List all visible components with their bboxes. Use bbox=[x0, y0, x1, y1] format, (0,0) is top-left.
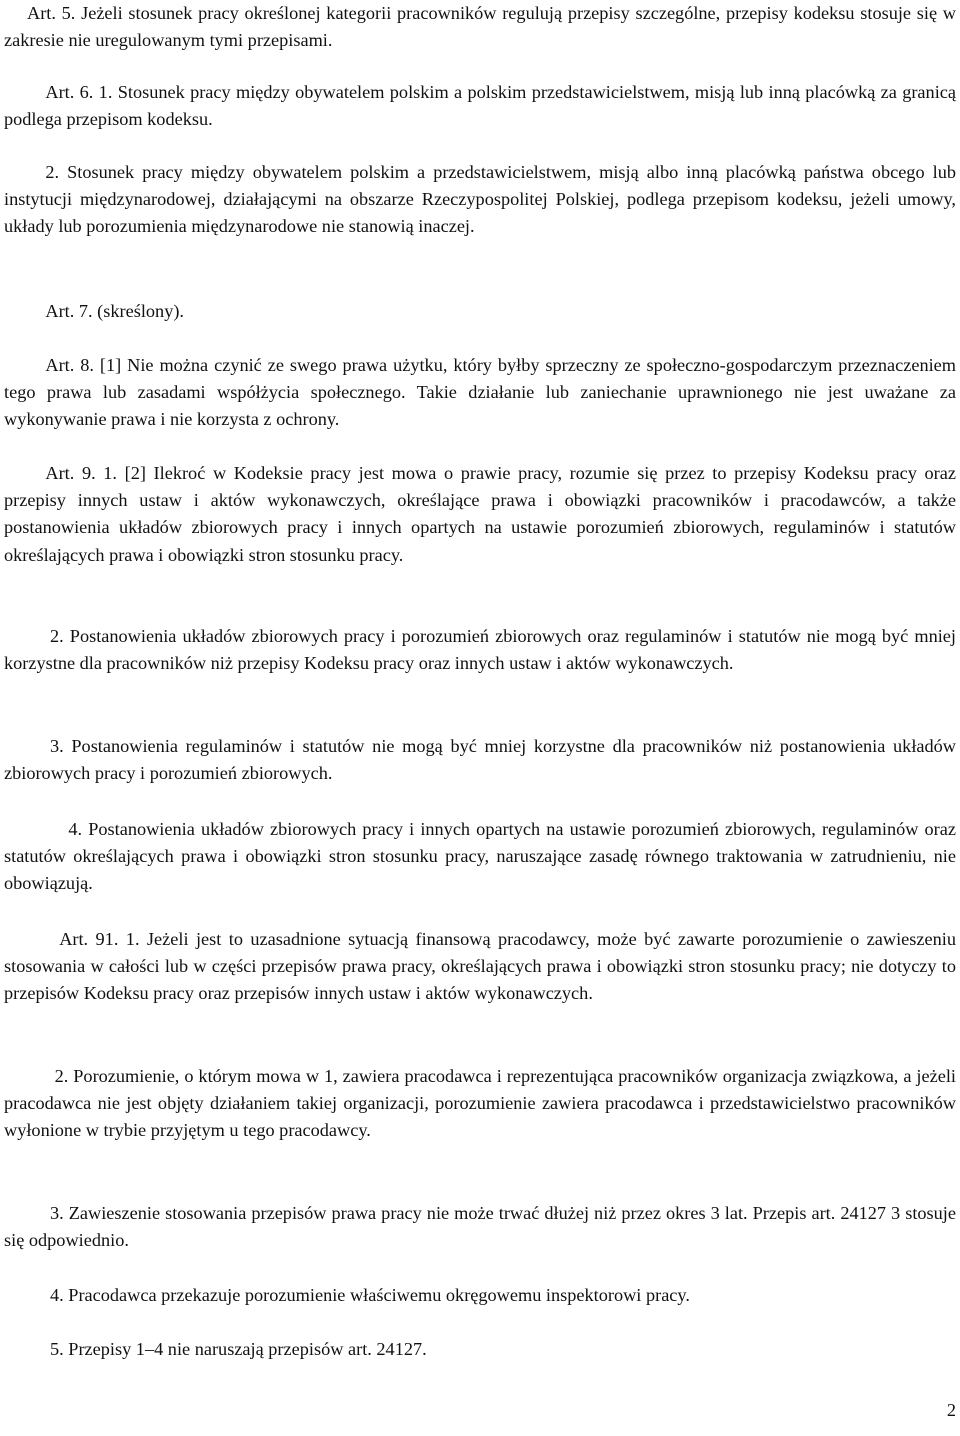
article-7: Art. 7. (skreślony). bbox=[45, 301, 184, 321]
article-9-par-4: 4. Postanowienia układów zbiorowych pracy i innych opartych na ustawie porozumień zbiorowych, regulaminów oraz statutów określających prawa i obowiązki stron stosunku pracy, naruszające zasadę równego traktowania w zatrudnieniu, nie obowiązują. bbox=[4, 819, 956, 894]
article-9-par-2: 2. Postanowienia układów zbiorowych pracy i porozumień zbiorowych oraz regulaminów i statutów nie mogą być mniej korzystne dla pracowników niż przepisy Kodeksu pracy oraz innych ustaw i aktów wykonawczych. bbox=[4, 626, 956, 674]
article-9-par-3: 3. Postanowienia regulaminów i statutów nie mogą być mniej korzystne dla pracowników niż postanowienia układów zbiorowych pracy i porozumień zbiorowych. bbox=[4, 736, 956, 784]
article-91-par-4: 4. Pracodawca przekazuje porozumienie właściwemu okręgowemu inspektorowi pracy. bbox=[50, 1285, 690, 1305]
article-91-par-3: 3. Zawieszenie stosowania przepisów prawa pracy nie może trwać dłużej niż przez okres 3 lat. Przepis art. 24127 3 stosuje się odpowiednio. bbox=[4, 1203, 956, 1251]
article-8: Art. 8. [1] Nie można czynić ze swego prawa użytku, który byłby sprzeczny ze społeczno-gospodarczym przeznaczeniem tego prawa lub zasadami współżycia społecznego. Takie działanie lub zaniechanie uprawnionego nie jest uważane za wykonywanie prawa i nie korzysta z ochrony. bbox=[4, 355, 956, 430]
page-number: 2 bbox=[946, 1400, 956, 1420]
article-9-par-1: Art. 9. 1. [2] Ilekroć w Kodeksie pracy jest mowa o prawie pracy, rozumie się przez to przepisy Kodeksu pracy oraz przepisy innych ustaw i aktów wykonawczych, określające prawa i obowiązki pracowników i pracodawców, a także postanowienia układów zbiorowych pracy i innych opartych na ustawie porozumień zbiorowych, regulaminów i statutów określających prawa i obowiązki stron stosunku pracy. bbox=[4, 463, 956, 565]
article-6-par-2: 2. Stosunek pracy między obywatelem polskim a przedstawicielstwem, misją albo inną placówką państwa obcego lub instytucji międzynarodowej, działającymi na obszarze Rzeczypospolitej Polskiej, podlega przepisom kodeksu, jeżeli umowy, układy lub porozumienia międzynarodowe nie stanowią inaczej. bbox=[4, 162, 956, 237]
article-91-par-1: Art. 91. 1. Jeżeli jest to uzasadnione sytuacją finansową pracodawcy, może być zawarte porozumienie o zawieszeniu stosowania w całości lub w części przepisów prawa pracy, określających prawa i obowiązki stron stosunku pracy; nie dotyczy to przepisów Kodeksu pracy oraz przepisów innych ustaw i aktów wykonawczych. bbox=[4, 929, 956, 1004]
article-91-par-2: 2. Porozumienie, o którym mowa w 1, zawiera pracodawca i reprezentująca pracowników organizacja związkowa, a jeżeli pracodawca nie jest objęty działaniem takiej organizacji, porozumienie zawiera pracodawca i przedstawicielstwo pracowników wyłonione w trybie przyjętym u tego pracodawcy. bbox=[4, 1066, 956, 1141]
article-91-par-5: 5. Przepisy 1–4 nie naruszają przepisów art. 24127. bbox=[50, 1339, 427, 1359]
article-6-par-1: Art. 6. 1. Stosunek pracy między obywatelem polskim a polskim przedstawicielstwem, misją lub inną placówką za granicą podlega przepisom kodeksu. bbox=[4, 82, 956, 130]
article-5: Art. 5. Jeżeli stosunek pracy określonej kategorii pracowników regulują przepisy szczególne, przepisy kodeksu stosuje się w zakresie nie uregulowanym tymi przepisami. bbox=[4, 3, 956, 51]
